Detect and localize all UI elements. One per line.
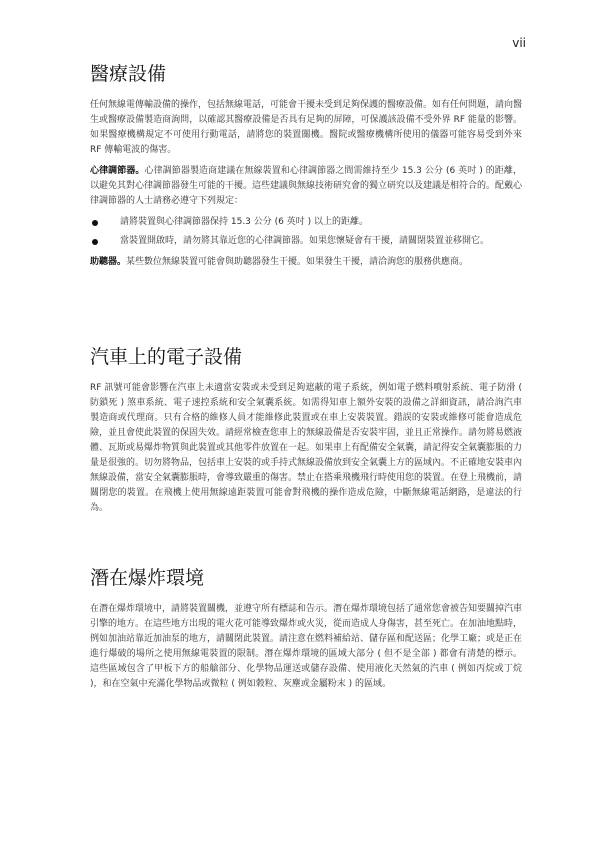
paragraph-text: 心律調節器製造商建議在無線裝置和心律調節器之間需維持至少 15.3 公分 (6 英吋 ) 的距離，以避免其對心律調節器發生可能的干擾。這些建議與無線技術研究會的獨立研究以及建議是相符合的。配戴心律調節器的人士請務必遵守下列規定：: [90, 166, 523, 206]
list-item-text: 請將裝置與心律調節器保持 15.3 公分 (6 英吋 ) 以上的距離。: [120, 217, 368, 227]
section-title: 醫療設備: [90, 63, 167, 85]
list-item: [90, 215, 522, 230]
paragraph: [90, 381, 522, 516]
list-item-text: 當裝置開啟時，請勿將其靠近您的心律調節器。如果您懷疑會有干擾，請關閉裝置並移開它。: [120, 236, 490, 246]
paragraph-text: 在潛在爆炸環境中，請將裝置關機，並遵守所有標誌和告示。潛在爆炸環境包括了通常您會被告知要關掉汽車引擎的地方。在這些地方出現的電火花可能導致爆炸或火災，從而造成人身傷害，甚至死亡。在加油地點時，例如加油站靠近加油泵的地方，請關閉此裝置。請注意在燃料補給站、儲存區和配送區；化學工廠；或是正在進行爆破的場所之使用無線電裝置的限制。潛在爆炸環境的區域大部分 ( 但不是全部 ) 都會有清楚的標示。這些區域包含了甲板下方的船艙部分、化學物品運送或儲存設備、使用液化天然氣的汽車 ( 例如丙烷或丁烷 )，和在空氣中充滿化學物品或微粒 ( 例如穀粒、灰塵或金屬粉末 ) 的區域。: [90, 604, 523, 689]
paragraph: [90, 602, 522, 692]
section-medical-equipment: [90, 62, 522, 276]
section-vehicle-electronics: [90, 345, 522, 522]
section-title: 潛在爆炸環境: [90, 567, 205, 589]
paragraph-lead: 心律調節器。: [90, 166, 145, 176]
paragraph: [90, 98, 522, 158]
paragraph-lead: 助聽器。: [90, 257, 127, 267]
paragraph-text: RF 訊號可能會影響在汽車上未適當安裝或未受到足夠遮蔽的電子系統，例如電子燃料噴射系統、電子防滑 ( 防鎖死 ) 煞車系統、電子速控系統和安全氣囊系統。如需得知車上額外安裝的設備之詳細資訊，請洽詢汽車製造商或代理商。只有合格的維修人員才能維修此裝置或在車上安裝裝置。錯誤的安裝或維修可能會造成危險，並且會使此裝置的保固失效。請經常檢查您車上的無線設備是否安裝牢固，並且正常操作。請勿將易燃液體、瓦斯或易爆炸物質與此裝置或其他零件放置在一起。如果車上有配備安全氣囊，請記得安全氣囊膨脹的力量是很強的。切勿將物品，包括車上安裝的或手持式無線設備放到安全氣囊上方的區域內。不正確地安裝車內無線設備，當安全氣囊膨脹時，會導致嚴重的傷害。禁止在搭乘飛機飛行時使用您的裝置。在登上飛機前，請關閉您的裝置。在飛機上使用無線遠距裝置可能會對飛機的操作造成危險，中斷無線電話網路，是違法的行為。: [90, 383, 523, 513]
paragraph-text: 任何無線電傳輸設備的操作，包括無線電話，可能會干擾未受到足夠保護的醫療設備。如有任何問題，請向醫生或醫療設備製造商詢問，以確認其醫療設備是否具有足夠的屏障，可保護該設備不受外界 RF 能量的影響。如果醫療機構規定不可使用行動電話，請將您的裝置關機。醫院或醫療機構所使用的儀器可能容易受到外來 RF 傳輸電波的傷害。: [90, 100, 523, 155]
bullet-icon: [92, 239, 98, 245]
paragraph-text: 某些數位無線裝置可能會與助聽器發生干擾。如果發生干擾，請洽詢您的服務供應商。: [126, 257, 469, 267]
paragraph-hearing-aids: [90, 255, 522, 270]
bullet-icon: [92, 220, 98, 226]
section-explosive-environment: [90, 566, 522, 698]
paragraph-pacemaker: [90, 164, 522, 209]
list-item: [90, 234, 522, 249]
page-number: vii: [512, 36, 526, 50]
section-title: 汽車上的電子設備: [90, 346, 243, 368]
bullet-list: [90, 215, 522, 249]
